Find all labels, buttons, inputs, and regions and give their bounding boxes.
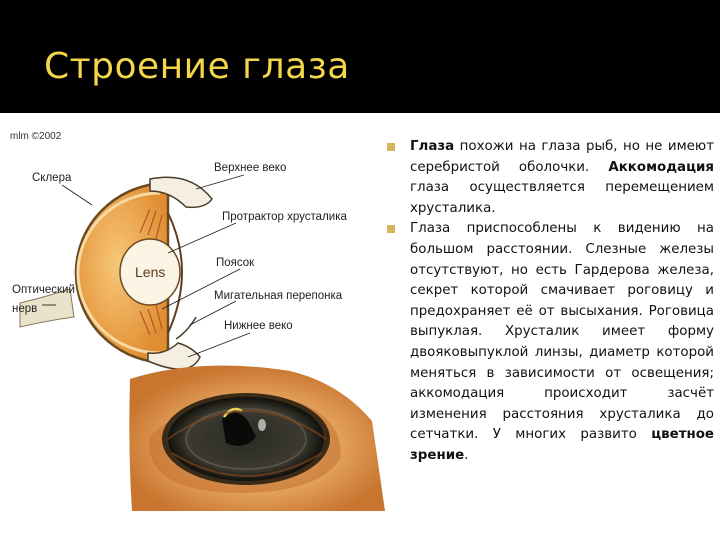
paragraph-1-text-b: глаза осуществляется перемещением хрусталика. xyxy=(410,180,714,216)
label-upper-eyelid: Верхнее веко xyxy=(214,162,287,174)
paragraph-1-text-a: похожи на глаза рыб, но не имеют серебристой оболочки. xyxy=(410,139,714,175)
label-lower-eyelid: Нижнее веко xyxy=(224,320,293,332)
label-belt: Поясок xyxy=(216,257,255,269)
term-accommodation: Аккомодация xyxy=(608,159,714,175)
term-eyes: Глаза xyxy=(410,139,455,154)
copyright-mark: mlm ©2002 xyxy=(10,131,62,142)
eye-figure xyxy=(0,121,385,511)
frog-eye-image xyxy=(129,366,385,511)
eye-section-diagram xyxy=(10,131,347,369)
bullet-marker xyxy=(387,143,395,151)
slide-title: Строение глаза xyxy=(44,46,350,87)
label-nictitating-membrane: Мигательная перепонка xyxy=(214,290,343,302)
text-column xyxy=(384,137,714,467)
paragraph-2 xyxy=(384,219,714,466)
paragraph-1 xyxy=(384,137,714,219)
term-color-vision: цветное зрение xyxy=(410,427,714,463)
paragraph-2-text-b: . xyxy=(464,447,469,463)
label-sclera: Склера xyxy=(32,172,72,184)
slide-content xyxy=(0,113,720,540)
bullet-marker xyxy=(387,225,395,233)
label-optic-nerve-1: Оптический xyxy=(12,284,75,296)
lens-label: Lens xyxy=(135,264,166,280)
label-protractor: Протрактор хрусталика xyxy=(222,211,347,223)
paragraph-2-text-a: Глаза приспособлены к видению на большом расстоянии. Слезные железы отсутствуют, но есть Гардерова железа, секрет которой смачивает роговицу и предохраняет её от высыхания. Роговица выпуклая. Хрусталик имеет форму двояковыпуклой линзы, диаметр которой меняться в зависимости от освещения; аккомодация происходит засчёт изменения расстояния хрусталика до сетчатки. У многих развито xyxy=(410,221,714,443)
nictitating-membrane-shape xyxy=(176,317,196,339)
label-optic-nerve-2: нерв xyxy=(12,303,38,315)
